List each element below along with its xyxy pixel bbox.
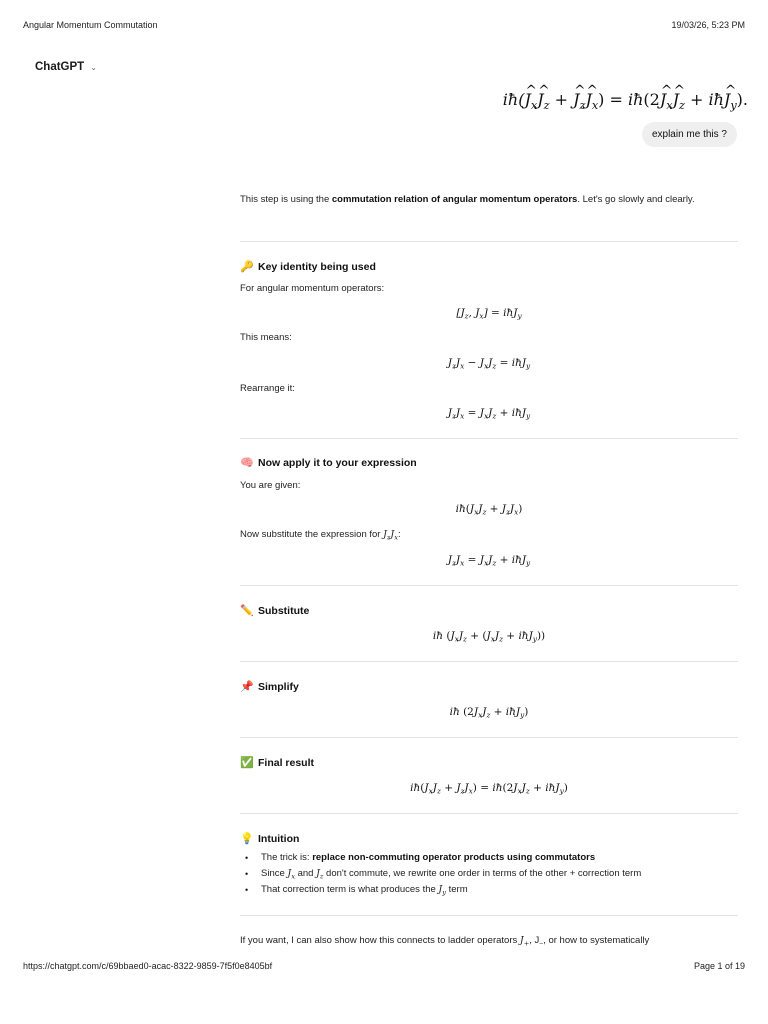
key-line-1: For angular momentum operators: bbox=[240, 283, 385, 294]
key-line-2: This means: bbox=[240, 332, 292, 343]
equation-simplified: iħ ($2J_xJ_z$ + iħJ$_y$) bbox=[449, 706, 529, 720]
check-mark-emoji: ✅ bbox=[240, 757, 254, 769]
equation-commutator: [$J_z$, $J_x$] = iħJ$_y$ bbox=[456, 307, 522, 321]
apply-line-2: Now substitute the expression for $J_zJ_x$: bbox=[240, 529, 401, 542]
equation-expanded: $J_zJ_x - J_xJ_z$ = iħJ$_y$ bbox=[447, 357, 531, 371]
list-item: • That correction term is what produces the $J_y$ term bbox=[240, 882, 738, 898]
divider bbox=[240, 813, 738, 814]
section-apply: 🧠 Now apply it to your expression bbox=[240, 457, 417, 469]
user-message-bubble: explain me this ? bbox=[642, 122, 737, 147]
light-bulb-emoji: 💡 bbox=[240, 833, 254, 845]
equation-rearranged: $J_zJ_x = J_xJ_z$ + iħJ$_y$ bbox=[447, 407, 531, 421]
intro-paragraph: This step is using the commutation relation of angular momentum operators. Let's go slowly and clearly. bbox=[240, 194, 695, 205]
model-selector-button[interactable] bbox=[35, 61, 97, 73]
section-key-identity: 🔑 Key identity being used bbox=[240, 261, 376, 273]
user-equation: iħ(^ $J_x\^{}$ $J_z$ + ^ $J_z\^{}$ $J_x$) = iħ(2^ $J_x\^{}$ $J_z$ + iħ^ $J_y$). bbox=[503, 90, 748, 109]
key-line-3: Rearrange it: bbox=[240, 383, 295, 394]
divider bbox=[240, 915, 738, 916]
intuition-list bbox=[240, 850, 738, 898]
section-final-result: ✅ Final result bbox=[240, 757, 315, 769]
pencil-emoji: ✏️ bbox=[240, 605, 254, 617]
brain-emoji: 🧠 bbox=[240, 457, 254, 469]
equation-substituted: iħ ($J_xJ_z + (J_xJ_z$ + iħJ$_y$)) bbox=[432, 630, 546, 644]
equation-final: $iħ(J_xJ_z + J_zJ_x)$ = $iħ(2J_xJ_z$ + iħJ$_y$) bbox=[410, 782, 568, 796]
outro-paragraph: If you want, I can also show how this connects to ladder operators $J_+$, $J_-$, or how to systematically bbox=[240, 935, 650, 948]
pushpin-emoji: 📌 bbox=[240, 681, 254, 693]
divider bbox=[240, 241, 738, 242]
print-title: Angular Momentum Commutation bbox=[23, 20, 158, 30]
divider bbox=[240, 585, 738, 586]
equation-substitution-rule: $J_zJ_x = J_xJ_z$ + iħJ$_y$ bbox=[447, 554, 531, 568]
divider bbox=[240, 737, 738, 738]
divider bbox=[240, 661, 738, 662]
list-item: • The trick is: replace non-commuting operator products using commutators bbox=[240, 850, 738, 866]
print-header bbox=[23, 20, 745, 32]
chevron-down-icon: ⌄ bbox=[90, 62, 97, 72]
apply-line-1: You are given: bbox=[240, 480, 301, 491]
section-simplify: 📌 Simplify bbox=[240, 681, 299, 693]
print-timestamp: 19/03/26, 5:23 PM bbox=[671, 20, 745, 30]
page-url: https://chatgpt.com/c/69bbaed0-acac-8322-9859-7f5f0e8405bf bbox=[23, 961, 273, 971]
page-number: Page 1 of 19 bbox=[693, 961, 745, 971]
key-emoji: 🔑 bbox=[240, 261, 254, 273]
equation-given: $iħ(J_xJ_z + J_zJ_x)$ bbox=[455, 503, 523, 517]
divider bbox=[240, 438, 738, 439]
section-substitute: ✏️ Substitute bbox=[240, 605, 310, 617]
model-selector-label: ChatGPT bbox=[35, 61, 85, 73]
section-intuition: 💡 Intuition bbox=[240, 833, 300, 845]
list-item: • Since $J_x$ and $J_z$ don't commute, we rewrite one order in terms of the other + correction term bbox=[240, 866, 738, 882]
